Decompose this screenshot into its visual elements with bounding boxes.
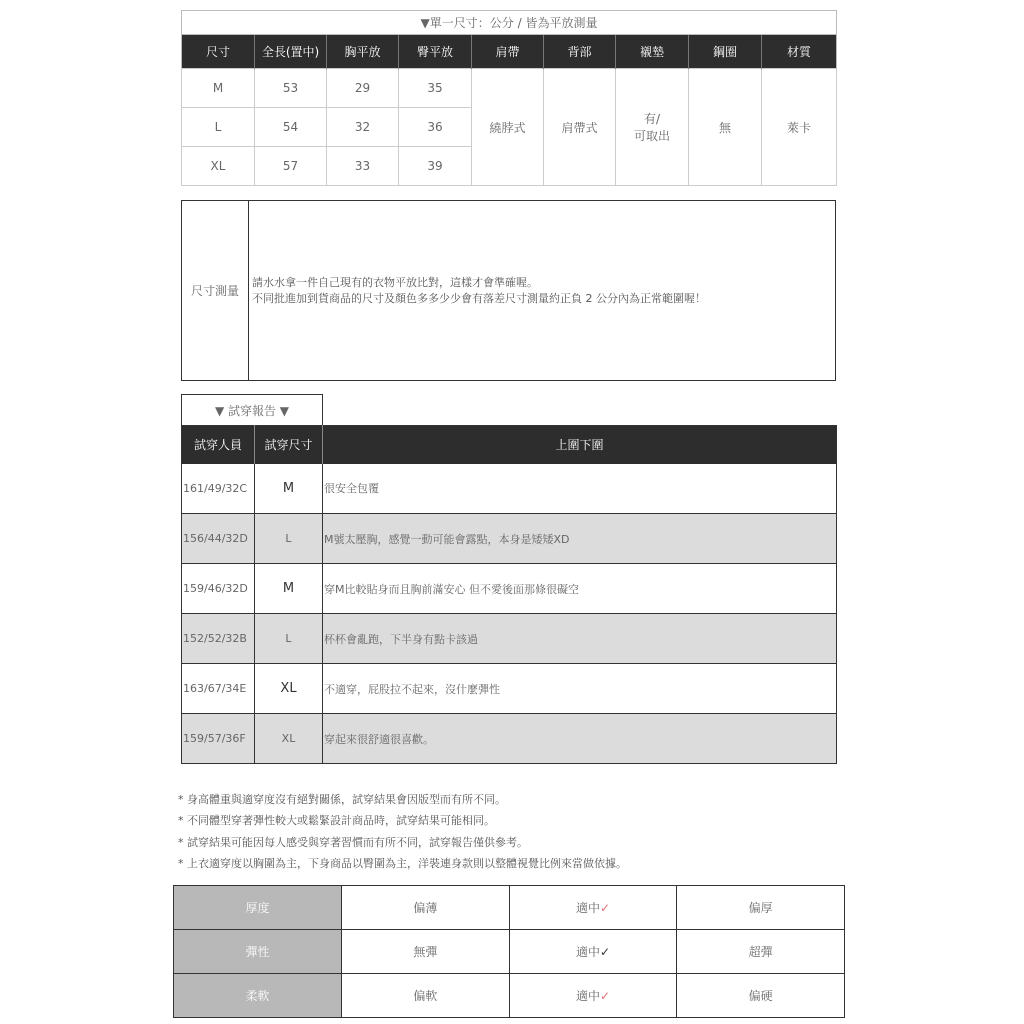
tryon-note-cell: 不適穿，屁股拉不起來，沒什麼彈性 (323, 664, 837, 714)
model-cell: 159/57/36F (182, 714, 255, 764)
header-hip: 臀平放 (399, 35, 472, 69)
disclaimer-notes (178, 789, 858, 874)
feel-mid (509, 930, 677, 974)
model-cell: 152/52/32B (182, 614, 255, 664)
tryon-size-cell: M (255, 464, 323, 514)
hip-cell: 35 (399, 69, 472, 108)
tryon-row (182, 664, 837, 714)
underwire-cell: 無 (689, 69, 762, 186)
feel-row-elasticity (174, 930, 845, 974)
hip-cell: 36 (399, 108, 472, 147)
measurement-text (249, 201, 836, 381)
chest-cell: 32 (327, 108, 399, 147)
length-cell: 57 (255, 147, 327, 186)
pad-cell (616, 69, 689, 186)
measurement-line-1: 請水水拿一件自己現有的衣物平放比對，這樣才會準確喔。 (252, 275, 538, 289)
note-line: * 不同體型穿著彈性較大或鬆緊設計商品時，試穿結果可能相同。 (178, 814, 495, 828)
size-cell: M (182, 69, 255, 108)
header-model: 試穿人員 (182, 426, 255, 464)
feel-low: 偏軟 (342, 974, 510, 1018)
header-bust-hip: 上圍下圍 (323, 426, 837, 464)
measurement-line-2: 不同批進加到貨商品的尺寸及顏色多多少少會有落差尺寸測量約正負 2 公分內為正常範圍喔！ (252, 291, 706, 305)
length-cell: 54 (255, 108, 327, 147)
tryon-note-cell: 杯杯會亂跑，下半身有點卡該過 (323, 614, 837, 664)
tryon-table (181, 425, 837, 764)
tryon-size-cell: L (255, 614, 323, 664)
feel-low: 偏薄 (342, 886, 510, 930)
note-line: * 上衣適穿度以胸圍為主，下身商品以臀圍為主，洋裝連身款則以整體視覺比例來當做依據。 (178, 856, 627, 870)
feel-high: 超彈 (677, 930, 845, 974)
tryon-note-cell: 很安全包覆 (323, 464, 837, 514)
feel-label: 厚度 (174, 886, 342, 930)
header-strap: 肩帶 (472, 35, 544, 69)
chest-cell: 33 (327, 147, 399, 186)
tryon-row (182, 514, 837, 564)
tryon-size-cell: L (255, 514, 323, 564)
header-chest: 胸平放 (327, 35, 399, 69)
strap-cell: 繞脖式 (472, 69, 544, 186)
measurement-label: 尺寸測量 (182, 201, 249, 381)
feel-low: 無彈 (342, 930, 510, 974)
model-cell: 156/44/32D (182, 514, 255, 564)
tryon-size-cell: XL (255, 714, 323, 764)
tryon-size-cell: M (255, 564, 323, 614)
size-cell: L (182, 108, 255, 147)
tryon-header (182, 426, 837, 464)
pad-line1: 有/ (643, 112, 661, 126)
length-cell: 53 (255, 69, 327, 108)
hip-cell: 39 (399, 147, 472, 186)
size-table-caption: ▼單一尺寸：公分 / 皆為平放測量 (182, 11, 837, 35)
material-cell: 萊卡 (762, 69, 837, 186)
size-table-header (182, 35, 837, 69)
header-underwire: 鋼圈 (689, 35, 762, 69)
tryon-row (182, 614, 837, 664)
feel-row-thickness (174, 886, 845, 930)
header-material: 材質 (762, 35, 837, 69)
feel-mid (509, 974, 677, 1018)
header-tryon-size: 試穿尺寸 (255, 426, 323, 464)
feel-label: 柔軟 (174, 974, 342, 1018)
feel-label: 彈性 (174, 930, 342, 974)
tryon-note-cell: 穿M比較貼身而且胸前滿安心 但不愛後面那條很礙空 (323, 564, 837, 614)
header-pad: 襯墊 (616, 35, 689, 69)
note-line: * 身高體重與適穿度沒有絕對關係，試穿結果會因版型而有所不同。 (178, 793, 506, 806)
header-length: 全長(置中) (255, 35, 327, 69)
note-line: * 試穿結果可能因每人感受與穿著習慣而有所不同，試穿報告僅供參考。 (178, 835, 528, 849)
model-cell: 163/67/34E (182, 664, 255, 714)
feel-mid-label: 適中 (575, 945, 600, 959)
tryon-size-cell: XL (255, 664, 323, 714)
back-cell: 肩帶式 (544, 69, 616, 186)
measurement-note-box (181, 200, 836, 381)
size-table (181, 10, 837, 186)
feel-mid-label: 適中 (575, 901, 600, 915)
size-row-m (182, 69, 837, 108)
feel-high: 偏厚 (677, 886, 845, 930)
checkmark-icon: ✓ (599, 989, 611, 1003)
feel-high: 偏硬 (677, 974, 845, 1018)
chest-cell: 29 (327, 69, 399, 108)
tryon-note-cell: M號太壓胸，感覺一動可能會露點，本身是矮矮XD (323, 514, 837, 564)
feel-mid (509, 886, 677, 930)
header-size: 尺寸 (182, 35, 255, 69)
checkmark-icon: ✓ (599, 901, 611, 915)
tryon-caption: ▼ 試穿報告 ▼ (181, 394, 323, 426)
size-cell: XL (182, 147, 255, 186)
model-cell: 159/46/32D (182, 564, 255, 614)
pad-line2: 可取出 (633, 129, 670, 143)
tryon-row (182, 714, 837, 764)
tryon-note-cell: 穿起來很舒適很喜歡。 (323, 714, 837, 764)
fabric-feel-table (173, 885, 845, 1018)
model-cell: 161/49/32C (182, 464, 255, 514)
feel-mid-label: 適中 (575, 989, 600, 1003)
checkmark-icon: ✓ (599, 945, 611, 959)
feel-row-softness (174, 974, 845, 1018)
tryon-row (182, 564, 837, 614)
tryon-row (182, 464, 837, 514)
header-back: 背部 (544, 35, 616, 69)
